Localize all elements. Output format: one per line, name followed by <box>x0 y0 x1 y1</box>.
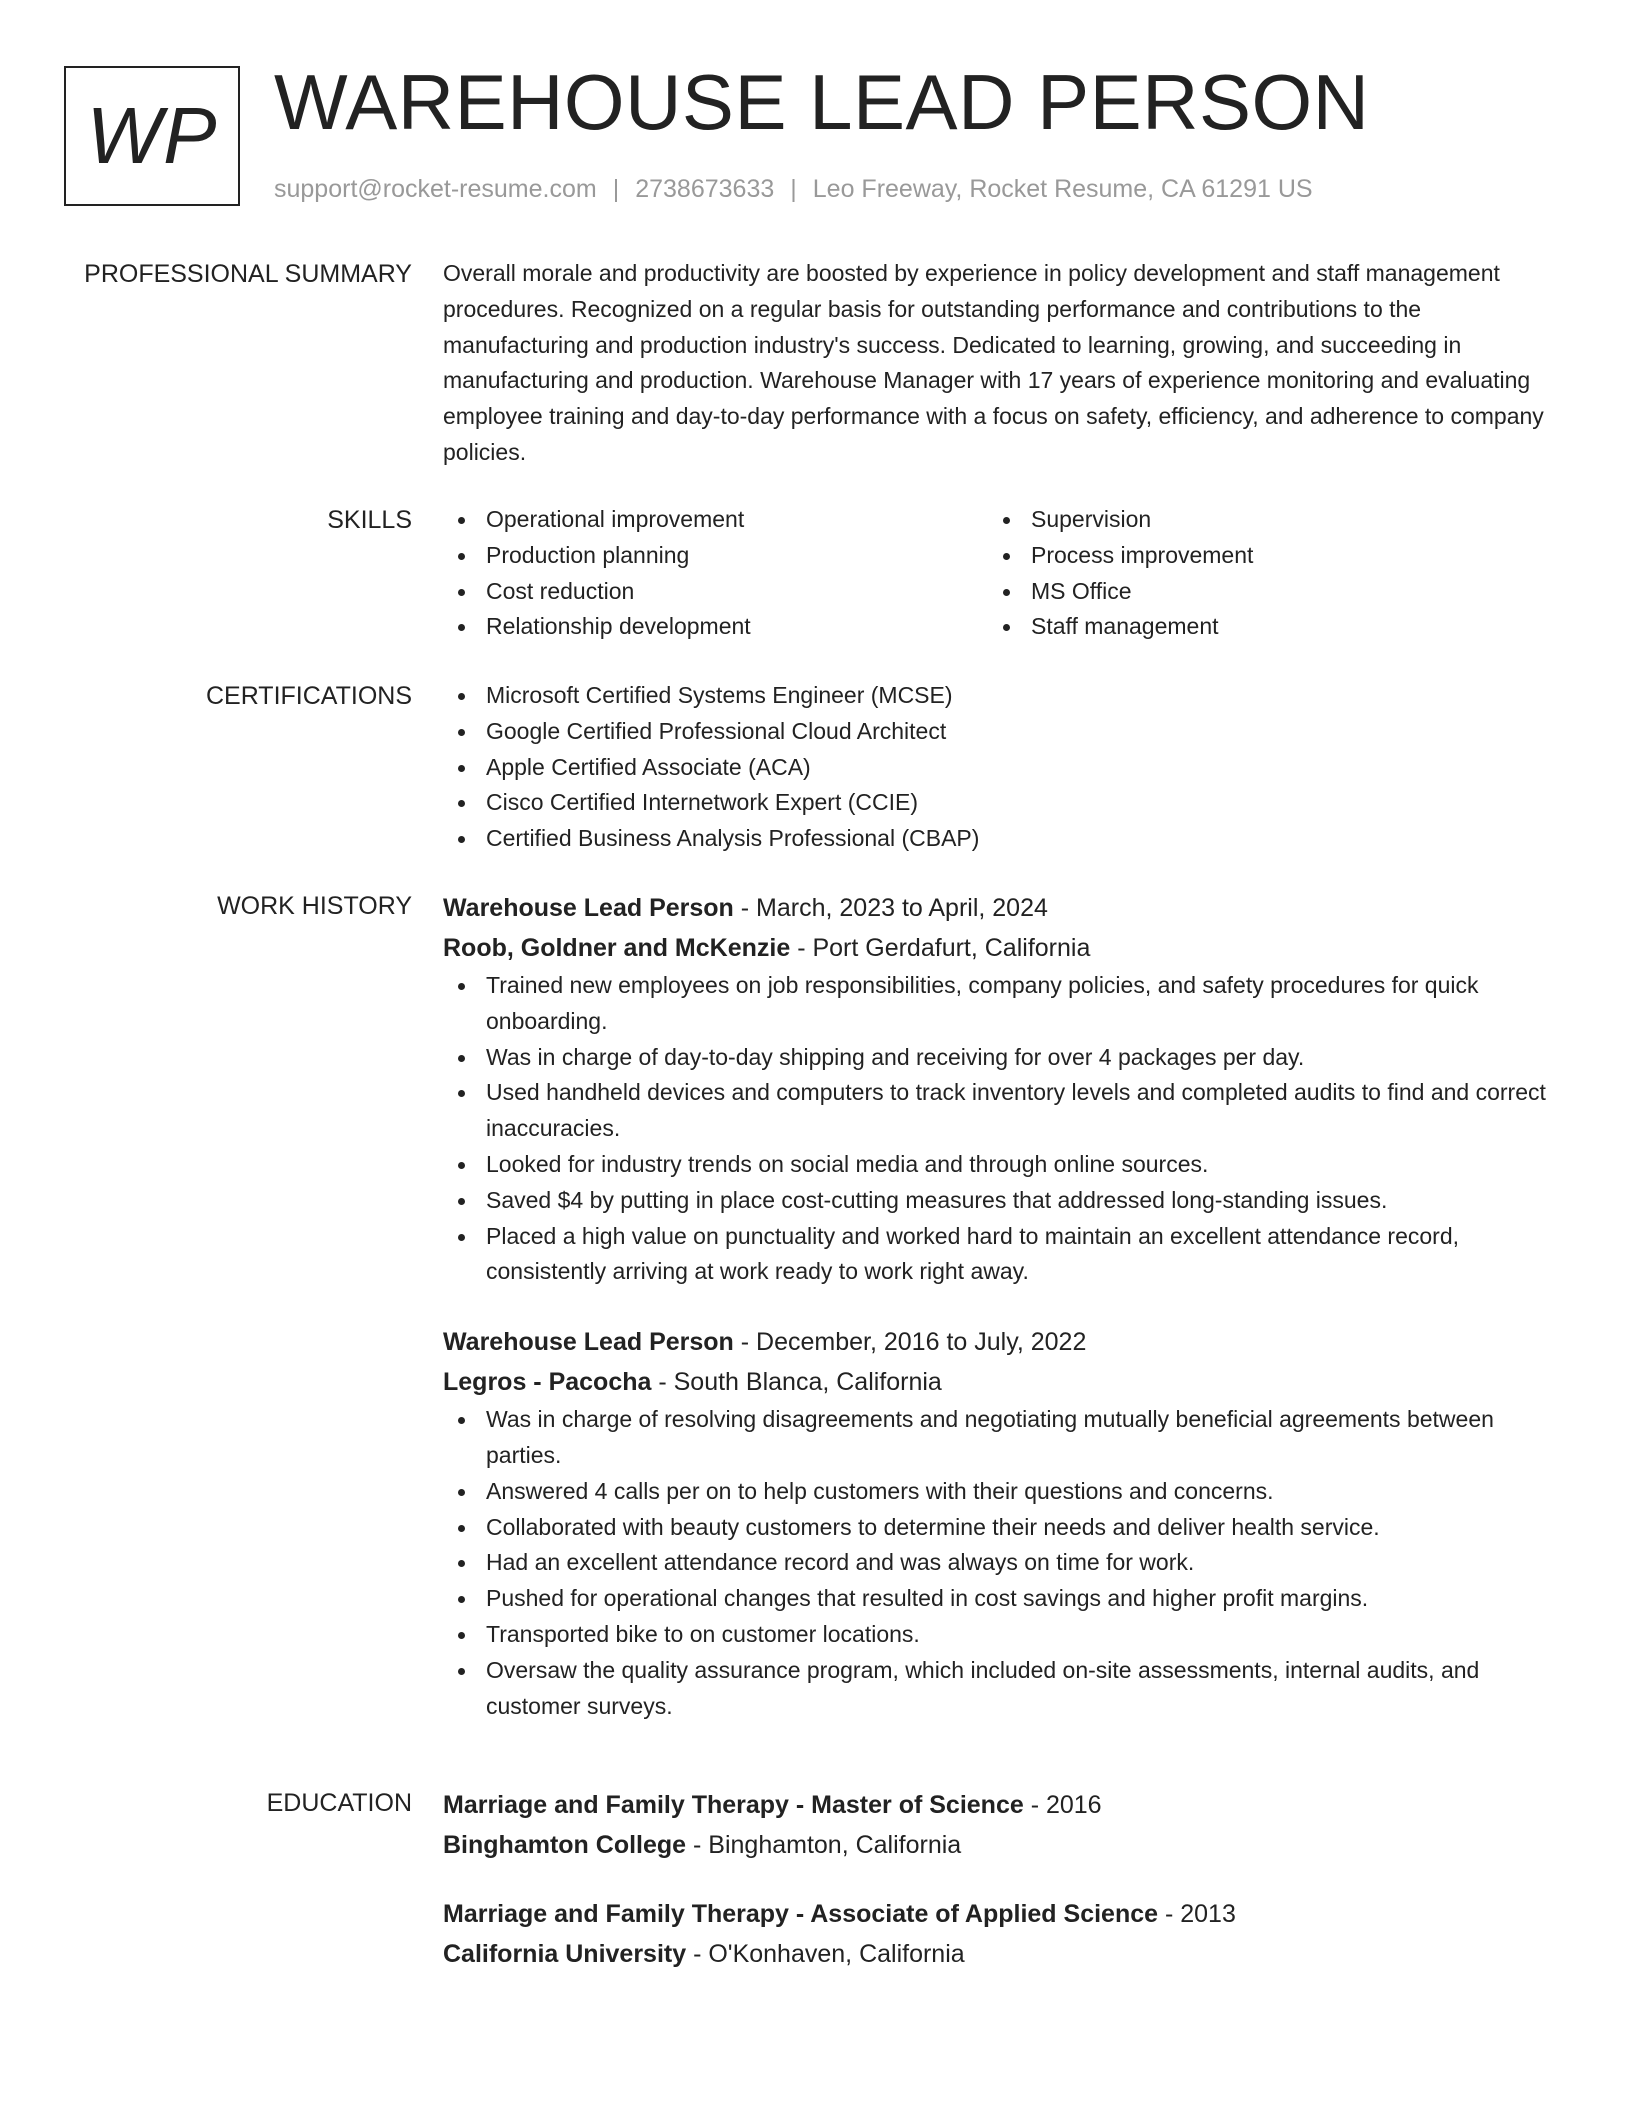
skill-item: Relationship development <box>443 609 988 645</box>
job-bullet: Was in charge of resolving disagreements and negotiating mutually beneficial agreements between parties. <box>443 1402 1559 1474</box>
school-location: - Binghamton, California <box>686 1831 962 1859</box>
job-bullet: Collaborated with beauty customers to determine their needs and deliver health service. <box>443 1510 1559 1546</box>
monogram-logo: WP <box>64 66 240 206</box>
degree-year: - 2016 <box>1023 1791 1102 1819</box>
certification-item: Certified Business Analysis Professional (CBAP) <box>443 821 1559 857</box>
job-title-line <box>443 1322 1559 1362</box>
school-line <box>443 1934 1559 1974</box>
job-bullet: Saved $4 by putting in place cost-cutting measures that addressed long-standing issues. <box>443 1183 1559 1219</box>
summary-label: PROFESSIONAL SUMMARY <box>84 260 412 288</box>
skills-list-left <box>443 502 988 645</box>
education-label: EDUCATION <box>266 1789 412 1817</box>
skill-item: Operational improvement <box>443 502 988 538</box>
job-entry <box>443 888 1559 1290</box>
job-entry <box>443 1322 1559 1724</box>
certification-item: Google Certified Professional Cloud Architect <box>443 714 1559 750</box>
skill-item: MS Office <box>988 574 1533 610</box>
skills-list-right <box>988 502 1533 645</box>
skills-label: SKILLS <box>327 506 412 534</box>
job-bullet: Placed a high value on punctuality and worked hard to maintain an excellent attendance record, consistently arriving at work ready to work right away. <box>443 1219 1559 1291</box>
school-location: - O'Konhaven, California <box>686 1940 965 1968</box>
certification-item: Apple Certified Associate (ACA) <box>443 750 1559 786</box>
certifications-label: CERTIFICATIONS <box>205 682 412 710</box>
job-bullets <box>443 1402 1559 1724</box>
work-history-label: WORK HISTORY <box>217 892 412 920</box>
page-title: WAREHOUSE LEAD PERSON <box>274 58 1370 146</box>
job-title: Warehouse Lead Person <box>443 1328 734 1357</box>
degree-line <box>443 1785 1559 1825</box>
education-entry <box>443 1894 1559 1974</box>
contact-separator: | <box>612 175 620 203</box>
contact-line <box>274 172 1313 206</box>
contact-email[interactable]: support@rocket-resume.com <box>274 175 597 203</box>
job-bullet: Was in charge of day-to-day shipping and receiving for over 4 packages per day. <box>443 1040 1559 1076</box>
job-bullet: Answered 4 calls per on to help customers with their questions and concerns. <box>443 1474 1559 1510</box>
job-dates: - December, 2016 to July, 2022 <box>733 1328 1087 1357</box>
job-bullet: Pushed for operational changes that resulted in cost savings and higher profit margins. <box>443 1581 1559 1617</box>
summary-body <box>443 256 1559 471</box>
degree-year: - 2013 <box>1158 1900 1236 1928</box>
job-location: - South Blanca, California <box>651 1368 942 1397</box>
job-title: Warehouse Lead Person <box>443 894 734 922</box>
education-entry <box>443 1785 1559 1865</box>
job-dates: - March, 2023 to April, 2024 <box>733 894 1048 922</box>
work-history-body <box>443 888 1559 1724</box>
degree-line <box>443 1894 1559 1934</box>
summary-text: Overall morale and productivity are boosted by experience in policy development and staff management procedures. Recognized on a regular basis for outstanding performance and contributions to the manufacturing and production industry's success. Dedicated to learning, growing, and succeeding in manufacturing and production. Warehouse Manager with 17 years of experience monitoring and evaluating employee training and day-to-day performance with a focus on safety, efficiency, and adherence to company policies. <box>443 260 1544 465</box>
job-company: Roob, Goldner and McKenzie <box>443 934 791 962</box>
school: California University <box>443 1940 687 1968</box>
skill-item: Staff management <box>988 609 1533 645</box>
skills-grid <box>443 502 1559 645</box>
skill-item: Production planning <box>443 538 988 574</box>
job-bullet: Oversaw the quality assurance program, which included on-site assessments, internal audits, and customer surveys. <box>443 1653 1559 1725</box>
certification-item: Cisco Certified Internetwork Expert (CCIE) <box>443 785 1559 821</box>
job-bullet: Used handheld devices and computers to track inventory levels and completed audits to find and correct inaccuracies. <box>443 1075 1559 1147</box>
job-company: Legros - Pacocha <box>443 1368 652 1397</box>
contact-separator: | <box>790 175 797 203</box>
certifications-list <box>443 678 1559 857</box>
skill-item: Cost reduction <box>443 574 988 610</box>
job-bullets <box>443 968 1559 1290</box>
job-bullet: Had an excellent attendance record and was always on time for work. <box>443 1545 1559 1581</box>
job-title-line <box>443 888 1559 928</box>
job-bullet: Trained new employees on job responsibilities, company policies, and safety procedures for quick onboarding. <box>443 968 1559 1040</box>
school-line <box>443 1825 1559 1865</box>
job-bullet: Transported bike to on customer locations. <box>443 1617 1559 1653</box>
school: Binghamton College <box>443 1831 687 1859</box>
skills-body <box>443 502 1559 645</box>
skill-item: Process improvement <box>988 538 1533 574</box>
degree: Marriage and Family Therapy - Associate of Applied Science <box>443 1900 1159 1928</box>
contact-phone[interactable]: 2738673633 <box>635 175 775 203</box>
contact-address: Leo Freeway, Rocket Resume, CA 61291 US <box>812 175 1313 203</box>
job-bullet: Looked for industry trends on social media and through online sources. <box>443 1147 1559 1183</box>
skill-item: Supervision <box>988 502 1533 538</box>
certification-item: Microsoft Certified Systems Engineer (MCSE) <box>443 678 1559 714</box>
degree: Marriage and Family Therapy - Master of Science <box>443 1791 1024 1819</box>
education-body <box>443 1785 1559 1974</box>
job-location: - Port Gerdafurt, California <box>790 934 1091 962</box>
job-company-line <box>443 1362 1559 1402</box>
job-company-line <box>443 928 1559 968</box>
certifications-body <box>443 678 1559 857</box>
